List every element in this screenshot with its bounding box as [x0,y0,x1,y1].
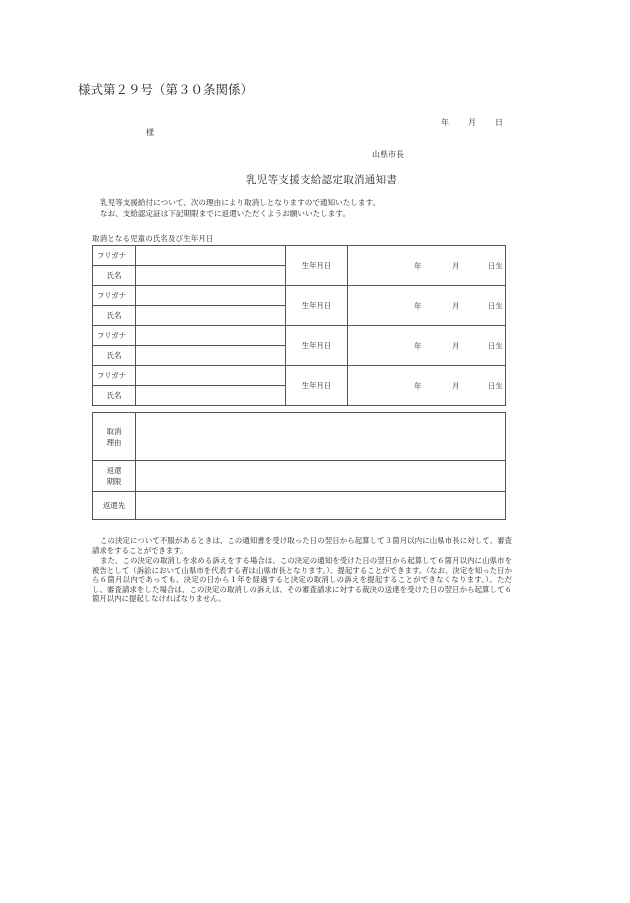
notice-table [92,412,506,520]
furigana-label: フリガナ [93,326,136,346]
reason-label-line-2: 理由 [106,437,122,447]
birth-date-field[interactable] [348,246,506,286]
furigana-field[interactable] [136,246,286,266]
birth-day-unit: 日生 [488,341,503,350]
deadline-label-line-2: 期限 [106,477,122,486]
reason-label [93,413,136,461]
addressee-suffix: 様 [146,128,154,137]
child-row-furigana [93,286,506,306]
furigana-label: フリガナ [93,286,136,306]
name-label: 氏名 [93,306,136,326]
furigana-field[interactable] [136,366,286,386]
birth-day-unit: 日生 [488,301,503,310]
note-paragraph-2: また、この決定の取消しを求める訴えをする場合は、この決定の通知を受けた日の翌日から起算して６箇月以内に山県市を被告として（訴訟において山県市を代表する者は山県市長となります。）、提起することができます。（なお、決定を知った日から６箇月以内であっても、決定の日から１年を経過すると決定の取消しの訴えを提起することができなくなります。）。ただし、審査請求をした場合は、この決定の取消しの訴えは、その審査請求に対する裁決の送達を受けた日の翌日から起算して６箇月以内に提起しなければなりません。 [92,556,512,604]
birth-date-field[interactable] [348,326,506,366]
furigana-field[interactable] [136,286,286,306]
furigana-field[interactable] [136,326,286,346]
note-paragraph-1: この決定について不服があるときは、この通知書を受け取った日の翌日から起算して３箇月以内に山県市長に対して、審査請求をすることができます。 [92,536,512,555]
deadline-field[interactable] [136,461,506,492]
intro-line-1: 乳児等支援給付について、次の理由により取消しとなりますので通知いたします。 [100,198,381,207]
child-row-furigana [93,366,506,386]
child-row-furigana [93,326,506,346]
birth-month-unit: 月 [452,261,460,270]
furigana-label: フリガナ [93,246,136,266]
birth-date-label: 生年月日 [286,246,348,286]
name-label: 氏名 [93,266,136,286]
birth-year-unit: 年 [414,301,422,310]
birth-year-unit: 年 [414,381,422,390]
name-field[interactable] [136,266,286,286]
reason-field[interactable] [136,413,506,461]
birth-date-label: 生年月日 [286,286,348,326]
birth-date-field[interactable] [348,286,506,326]
return-to-label: 返還先 [93,492,136,520]
deadline-label [93,461,136,492]
birth-day-unit: 日生 [488,381,503,390]
reason-label-line-1: 取消 [106,426,122,436]
deadline-label-line-1: 返還 [106,466,122,475]
document-title: 乳児等支援支給認定取消通知書 [246,174,398,186]
intro-line-2: なお、支給認定証は下記期限までに返還いただくようお願いいたします。 [100,209,350,218]
birth-day-unit: 日生 [488,261,503,270]
birth-year-unit: 年 [414,341,422,350]
date-year-label: 年 [441,118,449,127]
name-field[interactable] [136,386,286,406]
date-day-label: 日 [495,118,503,127]
birth-date-label: 生年月日 [286,366,348,406]
birth-year-unit: 年 [414,261,422,270]
name-field[interactable] [136,306,286,326]
birth-date-field[interactable] [348,366,506,406]
children-caption: 取消となる児童の氏名及び生年月日 [92,234,214,243]
form-number: 様式第２９号（第３０条関係） [78,82,254,97]
birth-month-unit: 月 [452,381,460,390]
issuer: 山県市長 [372,150,404,159]
name-label: 氏名 [93,386,136,406]
birth-date-label: 生年月日 [286,326,348,366]
name-label: 氏名 [93,346,136,366]
return-to-field[interactable] [136,492,506,520]
name-field[interactable] [136,346,286,366]
birth-month-unit: 月 [452,301,460,310]
child-row-furigana [93,246,506,266]
children-table [92,245,506,406]
furigana-label: フリガナ [93,366,136,386]
birth-month-unit: 月 [452,341,460,350]
date-month-label: 月 [468,118,476,127]
